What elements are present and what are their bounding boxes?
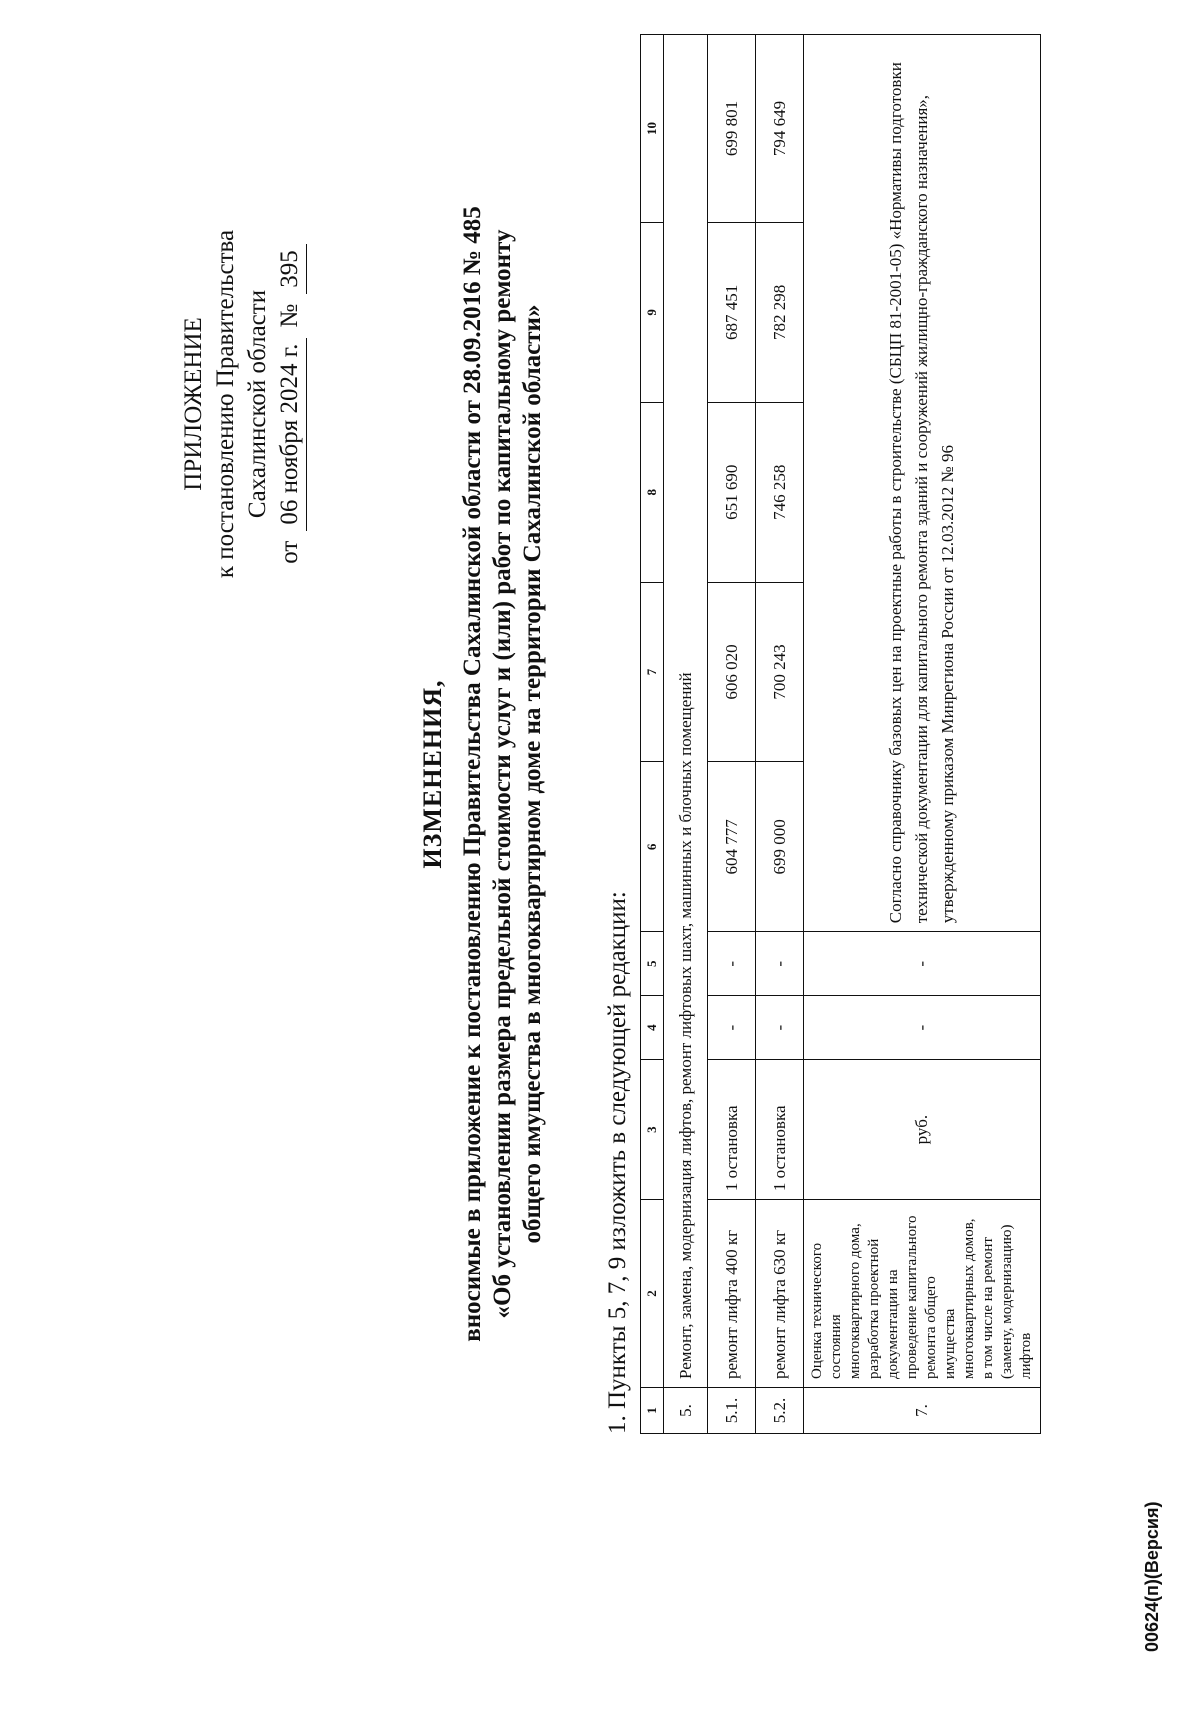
appendix-date-row xyxy=(274,174,307,634)
row-unit: руб. xyxy=(804,1060,1041,1200)
header-cell: 7 xyxy=(641,582,664,762)
header-cell: 2 xyxy=(641,1200,664,1388)
subtitle-line3: общего имущества в многоквартирном доме на территории Сахалинской области» xyxy=(519,304,546,1244)
row-col4: - xyxy=(804,996,1041,1060)
row-col8: 746 258 xyxy=(756,402,804,582)
row-col10: 699 801 xyxy=(708,35,756,223)
header-cell: 9 xyxy=(641,222,664,402)
row-col4: - xyxy=(756,996,804,1060)
table-row xyxy=(804,35,1041,1434)
row-col9: 687 451 xyxy=(708,222,756,402)
table-header-row xyxy=(641,35,664,1434)
appendix-heading: ПРИЛОЖЕНИЕ xyxy=(180,317,207,491)
row-unit: 1 остановка xyxy=(756,1060,804,1200)
header-cell: 4 xyxy=(641,996,664,1060)
row-col10: 794 649 xyxy=(756,35,804,223)
table-row xyxy=(756,35,804,1434)
row-col7: 700 243 xyxy=(756,582,804,762)
document-subtitle xyxy=(458,74,548,1474)
row-number: 5.1. xyxy=(708,1388,756,1434)
row-col6: 699 000 xyxy=(756,762,804,932)
appendix-from-label: от xyxy=(276,540,303,564)
row-note: Согласно справочнику базовых цен на проектные работы в строительстве (СБЦП 81-2001-05) «Нормативы подготовки технической документации для капитального ремонта зданий и сооружений жилищно-гражданского назначения», утвержденному приказом Минрегиона России от 12.03.2012 № 96 xyxy=(804,35,1041,932)
appendix-number-label: № xyxy=(276,303,303,328)
row-col6: 604 777 xyxy=(708,762,756,932)
appendix-number: 395 xyxy=(274,244,307,294)
document-footer-code: 00624(п)(Версия) xyxy=(1142,1501,1162,1652)
row-number: 5.2. xyxy=(756,1388,804,1434)
row-col9: 782 298 xyxy=(756,222,804,402)
row-col5: - xyxy=(756,932,804,996)
row-name: ремонт лифта 630 кг xyxy=(756,1200,804,1388)
row-col5: - xyxy=(804,932,1041,996)
subtitle-line1: вносимые в приложение к постановлению Правительства Сахалинской области от 28.09.2016 № 485 xyxy=(459,206,486,1342)
subtitle-line2: «Об установлении размера предельной стоимости услуг и (или) работ по капитальному ремонту xyxy=(489,229,516,1319)
row-col4: - xyxy=(708,996,756,1060)
row-unit: 1 остановка xyxy=(708,1060,756,1200)
row-number: 7. xyxy=(804,1388,1041,1434)
appendix-line2: Сахалинской области xyxy=(244,289,271,519)
appendix-date: 06 ноября 2024 г. xyxy=(274,338,307,531)
appendix-block xyxy=(178,174,307,634)
appendix-line1: к постановлению Правительства xyxy=(212,229,239,579)
header-cell: 8 xyxy=(641,402,664,582)
row-name: ремонт лифта 400 кг xyxy=(708,1200,756,1388)
header-cell: 5 xyxy=(641,932,664,996)
header-cell: 6 xyxy=(641,762,664,932)
section-title: Ремонт, замена, модернизация лифтов, ремонт лифтовых шахт, машинных и блочных помещений xyxy=(664,35,708,1388)
changes-table xyxy=(640,34,1041,1434)
table-row xyxy=(708,35,756,1434)
header-cell: 1 xyxy=(641,1388,664,1434)
header-cell: 3 xyxy=(641,1060,664,1200)
row-name: Оценка технического состояния многоквартирного дома, разработка проектной документации на проведение капитального ремонта общего имущества многоквартирных домов, в том числе на ремонт (замену, модернизацию) лифтов xyxy=(804,1200,1041,1388)
row-col5: - xyxy=(708,932,756,996)
document-title: ИЗМЕНЕНИЯ, xyxy=(418,679,447,869)
header-cell: 10 xyxy=(641,35,664,223)
row-col7: 606 020 xyxy=(708,582,756,762)
intro-text: 1. Пункты 5, 7, 9 изложить в следующей редакции: xyxy=(604,891,631,1434)
row-col8: 651 690 xyxy=(708,402,756,582)
section-number: 5. xyxy=(664,1388,708,1434)
section-row xyxy=(664,35,708,1434)
